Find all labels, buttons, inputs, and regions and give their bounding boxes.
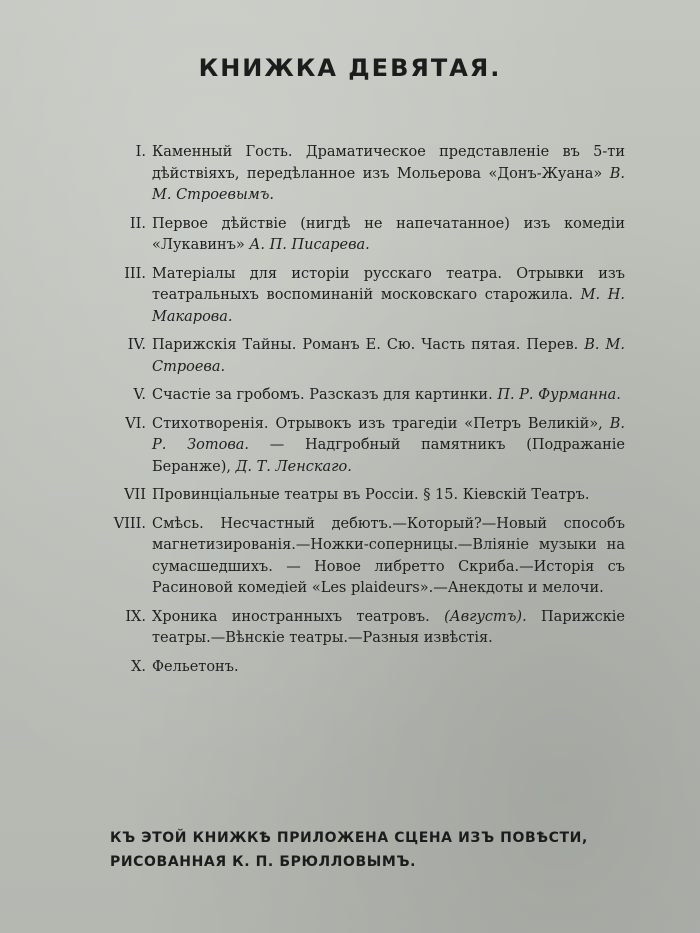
entry-number: II. <box>129 215 146 232</box>
toc-entry-2 <box>100 214 625 257</box>
entry-number: IV. <box>127 337 146 353</box>
page-title: КНИЖКА ДЕВЯТАЯ. <box>198 54 502 82</box>
entry-number: I. <box>135 144 146 160</box>
entry-author: Д. Т. Ленскаго. <box>235 458 352 475</box>
entry-author: В. Р. Зотова. <box>152 415 625 453</box>
toc-entry-6 <box>100 414 625 479</box>
table-of-contents <box>100 142 625 685</box>
toc-entry-9 <box>100 607 625 650</box>
entry-author: В. М. Строева. <box>152 337 625 375</box>
entry-number: IX. <box>125 608 146 625</box>
toc-entry-10 <box>100 657 625 679</box>
entry-text: Парижскія Тайны. Романъ Е. Сю. Часть пятая. Перев. В. М. Строева. <box>152 337 625 375</box>
entry-text: Хроника иностранныхъ театровъ. (Августъ). Парижскіе театры.—Вѣнскіе театры.—Разныя извѣстія. <box>152 608 626 646</box>
entry-author: А. П. Писарева. <box>249 237 370 253</box>
entry-text: Каменный Гость. Драматическое представленіе въ 5-ти дѣйствіяхъ, передѣланное изъ Мольерова «Донъ-Жуана» В. М. Строевымъ. <box>152 144 626 203</box>
toc-entry-1 <box>100 142 625 207</box>
toc-entry-3 <box>100 264 625 329</box>
entry-number: VI. <box>125 415 146 432</box>
entry-author: В. М. Строевымъ. <box>152 165 626 203</box>
toc-entry-8 <box>100 514 625 600</box>
entry-number: VII <box>124 487 146 503</box>
entry-author: М. Н. Макарова. <box>152 287 625 325</box>
note-line-2: РИСОВАННАЯ К. П. БРЮЛЛОВЫМЪ. <box>110 854 417 870</box>
entry-author: (Августъ). <box>444 608 527 625</box>
entry-number: III. <box>124 265 146 282</box>
entry-text: Матеріалы для исторіи русскаго театра. Отрывки изъ театральныхъ воспоминаній московскаго старожила. М. Н. Макарова. <box>152 265 625 325</box>
entry-text: Смѣсь. Несчастный дебютъ.—Который?—Новый способъ магнетизированія.—Ножки-соперницы.—Вліяніе музыки на сумасшедшихъ. — Новое либретто Скриба.—Исторія съ Расиновой комедіей «Les plaideurs».—Анекдоты и мелочи. <box>152 515 625 596</box>
entry-text: Провинціальные театры въ Россіи. § 15. Кіевскій Театръ. <box>152 487 590 503</box>
toc-entry-5 <box>100 385 625 407</box>
entry-author: П. Р. Фурманна. <box>497 387 621 403</box>
toc-entry-7 <box>100 485 625 507</box>
illustration-note <box>110 826 670 874</box>
entry-number: VIII. <box>113 515 146 532</box>
note-line-1: КЪ ЭТОЙ КНИЖКѢ ПРИЛОЖЕНА СЦЕНА ИЗЪ ПОВѢСТИ, <box>110 830 588 846</box>
entry-text: Фельетонъ. <box>152 658 239 675</box>
toc-entry-4 <box>100 335 625 378</box>
entry-number: V. <box>133 387 146 403</box>
entry-text: Стихотворенія. Отрывокъ изъ трагедіи «Петръ Великій», В. Р. Зотова. — Надгробный памятникъ (Подражаніе Беранже), Д. Т. Ленскаго. <box>152 415 625 475</box>
entry-text: Первое дѣйствіе (нигдѣ не напечатанное) изъ комедіи «Лукавинъ» А. П. Писарева. <box>152 215 625 253</box>
entry-text: Счастіе за гробомъ. Разсказъ для картинки. П. Р. Фурманна. <box>152 387 621 403</box>
entry-number: X. <box>131 658 146 675</box>
